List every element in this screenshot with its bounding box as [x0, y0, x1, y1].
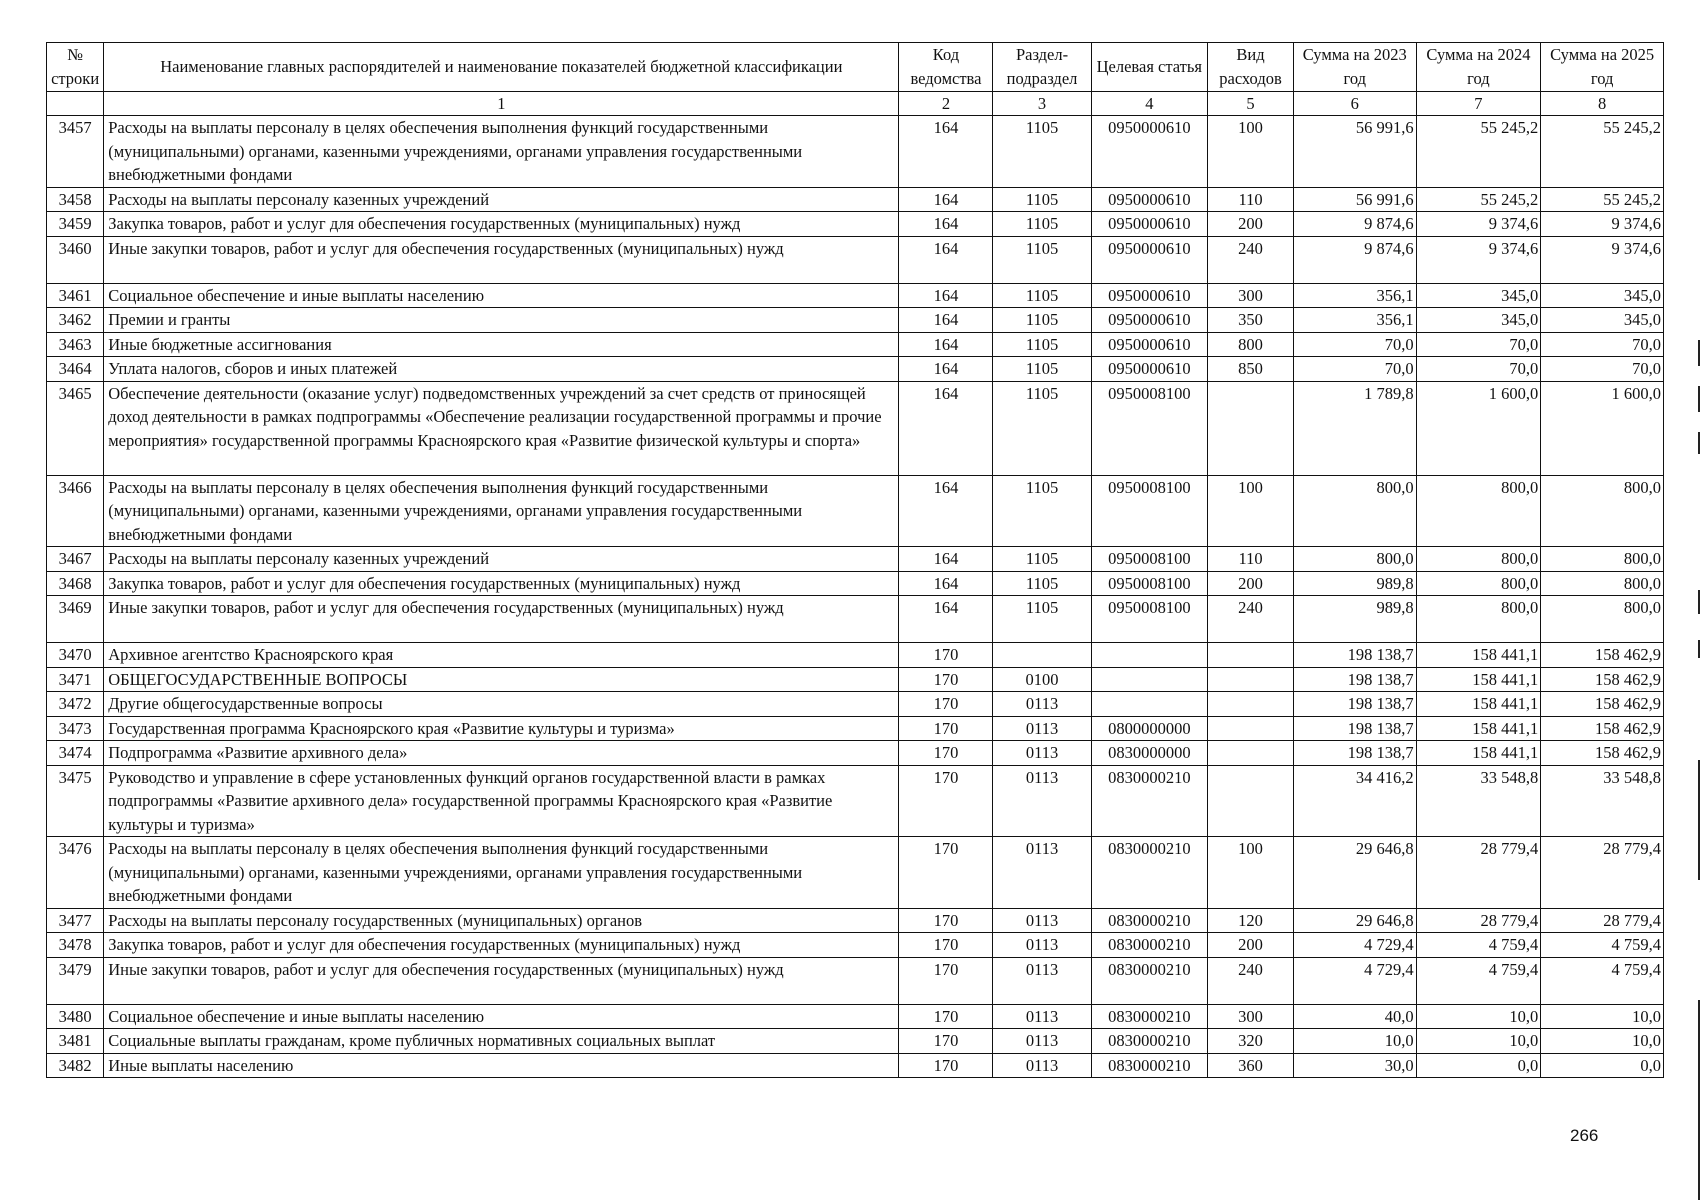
row-name-cell: Социальное обеспечение и иные выплаты населению: [104, 283, 899, 308]
section-cell: 0113: [993, 716, 1091, 741]
sum-2024-cell: 70,0: [1416, 332, 1541, 357]
header-section: Раздел-подраздел: [993, 43, 1091, 92]
row-name-cell: Руководство и управление в сфере установленных функций органов государственной власти в рамках подпрограммы «Развитие архивного дела» государственной программы Красноярского края «Развитие культуры и туризма»: [104, 765, 899, 837]
row-number-cell: 3471: [47, 667, 104, 692]
table-body: [47, 116, 1664, 1078]
target-article-cell: 0830000210: [1091, 957, 1208, 1004]
dept-code-cell: 164: [899, 116, 993, 188]
sum-2023-cell: 800,0: [1293, 547, 1416, 572]
target-article-cell: 0800000000: [1091, 716, 1208, 741]
column-number: 4: [1091, 92, 1208, 116]
section-cell: 0113: [993, 957, 1091, 1004]
sum-2025-cell: 70,0: [1541, 357, 1664, 382]
sum-2024-cell: 800,0: [1416, 596, 1541, 643]
dept-code-cell: 164: [899, 357, 993, 382]
row-number-cell: 3482: [47, 1053, 104, 1078]
table-row: [47, 381, 1664, 475]
row-number-cell: 3481: [47, 1029, 104, 1054]
target-article-cell: 0950000610: [1091, 116, 1208, 188]
expense-kind-cell: 100: [1208, 116, 1294, 188]
sum-2023-cell: 34 416,2: [1293, 765, 1416, 837]
sum-2024-cell: 800,0: [1416, 571, 1541, 596]
section-cell: 1105: [993, 236, 1091, 283]
row-number-cell: 3464: [47, 357, 104, 382]
section-cell: [993, 643, 1091, 668]
section-cell: 1105: [993, 332, 1091, 357]
header-name: Наименование главных распорядителей и наименование показателей бюджетной классификации: [104, 43, 899, 92]
sum-2025-cell: 4 759,4: [1541, 957, 1664, 1004]
row-name-cell: Другие общегосударственные вопросы: [104, 692, 899, 717]
table-row: [47, 187, 1664, 212]
expense-kind-cell: 320: [1208, 1029, 1294, 1054]
target-article-cell: [1091, 692, 1208, 717]
row-number-cell: 3473: [47, 716, 104, 741]
sum-2024-cell: 158 441,1: [1416, 692, 1541, 717]
target-article-cell: 0950000610: [1091, 236, 1208, 283]
expense-kind-cell: 300: [1208, 1004, 1294, 1029]
dept-code-cell: 170: [899, 643, 993, 668]
section-cell: 1105: [993, 475, 1091, 547]
header-sum-2025: Сумма на 2025 год: [1541, 43, 1664, 92]
sum-2023-cell: 198 138,7: [1293, 643, 1416, 668]
section-cell: 1105: [993, 547, 1091, 572]
sum-2023-cell: 9 874,6: [1293, 236, 1416, 283]
row-number-cell: 3457: [47, 116, 104, 188]
sum-2023-cell: 198 138,7: [1293, 667, 1416, 692]
table-row: [47, 116, 1664, 188]
section-cell: 1105: [993, 357, 1091, 382]
section-cell: 0113: [993, 837, 1091, 909]
header-row-number: № строки: [47, 43, 104, 92]
dept-code-cell: 170: [899, 957, 993, 1004]
sum-2025-cell: 4 759,4: [1541, 933, 1664, 958]
target-article-cell: 0950000610: [1091, 283, 1208, 308]
column-number: 3: [993, 92, 1091, 116]
section-cell: 0113: [993, 1053, 1091, 1078]
column-number: 1: [104, 92, 899, 116]
expense-kind-cell: [1208, 381, 1294, 475]
table-row: [47, 667, 1664, 692]
sum-2025-cell: 33 548,8: [1541, 765, 1664, 837]
row-number-cell: 3458: [47, 187, 104, 212]
row-number-cell: 3474: [47, 741, 104, 766]
expense-kind-cell: 110: [1208, 547, 1294, 572]
dept-code-cell: 170: [899, 692, 993, 717]
section-cell: 1105: [993, 308, 1091, 333]
sum-2025-cell: 158 462,9: [1541, 667, 1664, 692]
target-article-cell: 0950008100: [1091, 475, 1208, 547]
header-dept-code: Код ведомства: [899, 43, 993, 92]
section-cell: 0113: [993, 908, 1091, 933]
row-number-cell: 3477: [47, 908, 104, 933]
table-row: [47, 741, 1664, 766]
budget-table: [46, 42, 1664, 1078]
sum-2024-cell: 70,0: [1416, 357, 1541, 382]
sum-2025-cell: 800,0: [1541, 571, 1664, 596]
sum-2023-cell: 70,0: [1293, 332, 1416, 357]
section-cell: 0113: [993, 692, 1091, 717]
scan-edge-mark: [1698, 386, 1700, 412]
expense-kind-cell: [1208, 643, 1294, 668]
expense-kind-cell: 200: [1208, 571, 1294, 596]
table-row: [47, 837, 1664, 909]
section-cell: 0113: [993, 765, 1091, 837]
section-cell: 0113: [993, 741, 1091, 766]
target-article-cell: 0830000000: [1091, 741, 1208, 766]
column-number: 2: [899, 92, 993, 116]
row-number-cell: 3461: [47, 283, 104, 308]
expense-kind-cell: [1208, 765, 1294, 837]
dept-code-cell: 164: [899, 475, 993, 547]
scan-edge-mark: [1698, 590, 1700, 614]
table-row: [47, 692, 1664, 717]
target-article-cell: 0830000210: [1091, 765, 1208, 837]
expense-kind-cell: 100: [1208, 475, 1294, 547]
row-number-cell: 3460: [47, 236, 104, 283]
expense-kind-cell: 800: [1208, 332, 1294, 357]
target-article-cell: [1091, 667, 1208, 692]
row-number-cell: 3462: [47, 308, 104, 333]
dept-code-cell: 164: [899, 332, 993, 357]
table-row: [47, 908, 1664, 933]
row-name-cell: Закупка товаров, работ и услуг для обеспечения государственных (муниципальных) нужд: [104, 571, 899, 596]
dept-code-cell: 170: [899, 765, 993, 837]
row-name-cell: Иные закупки товаров, работ и услуг для обеспечения государственных (муниципальных) нужд: [104, 236, 899, 283]
sum-2023-cell: 29 646,8: [1293, 837, 1416, 909]
row-number-cell: 3469: [47, 596, 104, 643]
target-article-cell: 0830000210: [1091, 1053, 1208, 1078]
row-name-cell: Расходы на выплаты персоналу в целях обеспечения выполнения функций государственными (муниципальными) органами, казенными учреждениями, органами управления государственными внебюджетными фондами: [104, 837, 899, 909]
sum-2024-cell: 28 779,4: [1416, 837, 1541, 909]
row-name-cell: Расходы на выплаты персоналу в целях обеспечения выполнения функций государственными (муниципальными) органами, казенными учреждениями, органами управления государственными внебюджетными фондами: [104, 116, 899, 188]
sum-2024-cell: 345,0: [1416, 283, 1541, 308]
dept-code-cell: 164: [899, 187, 993, 212]
sum-2023-cell: 10,0: [1293, 1029, 1416, 1054]
sum-2024-cell: 10,0: [1416, 1004, 1541, 1029]
sum-2023-cell: 30,0: [1293, 1053, 1416, 1078]
row-number-cell: 3466: [47, 475, 104, 547]
table-row: [47, 571, 1664, 596]
row-name-cell: Иные закупки товаров, работ и услуг для обеспечения государственных (муниципальных) нужд: [104, 596, 899, 643]
row-number-cell: 3476: [47, 837, 104, 909]
section-cell: 1105: [993, 596, 1091, 643]
table-row: [47, 1053, 1664, 1078]
table-row: [47, 1004, 1664, 1029]
target-article-cell: 0950008100: [1091, 547, 1208, 572]
expense-kind-cell: [1208, 667, 1294, 692]
target-article-cell: [1091, 643, 1208, 668]
sum-2023-cell: 356,1: [1293, 308, 1416, 333]
row-name-cell: Расходы на выплаты персоналу в целях обеспечения выполнения функций государственными (муниципальными) органами, казенными учреждениями, органами управления государственными внебюджетными фондами: [104, 475, 899, 547]
sum-2023-cell: 4 729,4: [1293, 933, 1416, 958]
sum-2025-cell: 345,0: [1541, 308, 1664, 333]
dept-code-cell: 164: [899, 547, 993, 572]
budget-table-container: [46, 42, 1664, 1078]
row-number-cell: 3475: [47, 765, 104, 837]
dept-code-cell: 170: [899, 1053, 993, 1078]
sum-2024-cell: 158 441,1: [1416, 716, 1541, 741]
dept-code-cell: 164: [899, 308, 993, 333]
row-name-cell: Закупка товаров, работ и услуг для обеспечения государственных (муниципальных) нужд: [104, 212, 899, 237]
sum-2025-cell: 70,0: [1541, 332, 1664, 357]
sum-2024-cell: 33 548,8: [1416, 765, 1541, 837]
sum-2025-cell: 0,0: [1541, 1053, 1664, 1078]
sum-2024-cell: 345,0: [1416, 308, 1541, 333]
expense-kind-cell: [1208, 692, 1294, 717]
sum-2023-cell: 29 646,8: [1293, 908, 1416, 933]
sum-2025-cell: 158 462,9: [1541, 692, 1664, 717]
header-expense-kind: Вид расходов: [1208, 43, 1294, 92]
row-name-cell: Социальное обеспечение и иные выплаты населению: [104, 1004, 899, 1029]
expense-kind-cell: 240: [1208, 596, 1294, 643]
sum-2025-cell: 158 462,9: [1541, 741, 1664, 766]
expense-kind-cell: [1208, 716, 1294, 741]
table-row: [47, 957, 1664, 1004]
column-number: 6: [1293, 92, 1416, 116]
column-number: 5: [1208, 92, 1294, 116]
table-row: [47, 765, 1664, 837]
sum-2024-cell: 55 245,2: [1416, 187, 1541, 212]
expense-kind-cell: 360: [1208, 1053, 1294, 1078]
dept-code-cell: 170: [899, 741, 993, 766]
target-article-cell: 0950000610: [1091, 357, 1208, 382]
target-article-cell: 0950000610: [1091, 308, 1208, 333]
target-article-cell: 0950000610: [1091, 332, 1208, 357]
table-header: [47, 43, 1664, 116]
row-number-cell: 3468: [47, 571, 104, 596]
column-number: 7: [1416, 92, 1541, 116]
sum-2024-cell: 158 441,1: [1416, 643, 1541, 668]
sum-2023-cell: 9 874,6: [1293, 212, 1416, 237]
expense-kind-cell: 100: [1208, 837, 1294, 909]
target-article-cell: 0830000210: [1091, 1004, 1208, 1029]
section-cell: 0113: [993, 1004, 1091, 1029]
sum-2023-cell: 198 138,7: [1293, 716, 1416, 741]
sum-2025-cell: 9 374,6: [1541, 236, 1664, 283]
sum-2024-cell: 1 600,0: [1416, 381, 1541, 475]
scan-edge-mark: [1698, 1000, 1700, 1200]
table-row: [47, 933, 1664, 958]
sum-2024-cell: 800,0: [1416, 547, 1541, 572]
header-sum-2024: Сумма на 2024 год: [1416, 43, 1541, 92]
target-article-cell: 0830000210: [1091, 908, 1208, 933]
sum-2025-cell: 55 245,2: [1541, 116, 1664, 188]
sum-2024-cell: 28 779,4: [1416, 908, 1541, 933]
dept-code-cell: 164: [899, 571, 993, 596]
sum-2025-cell: 800,0: [1541, 547, 1664, 572]
section-cell: 1105: [993, 116, 1091, 188]
sum-2025-cell: 345,0: [1541, 283, 1664, 308]
row-name-cell: Иные бюджетные ассигнования: [104, 332, 899, 357]
section-cell: 1105: [993, 381, 1091, 475]
sum-2023-cell: 40,0: [1293, 1004, 1416, 1029]
row-number-cell: 3478: [47, 933, 104, 958]
dept-code-cell: 164: [899, 596, 993, 643]
dept-code-cell: 170: [899, 667, 993, 692]
row-number-cell: 3480: [47, 1004, 104, 1029]
row-name-cell: Подпрограмма «Развитие архивного дела»: [104, 741, 899, 766]
section-cell: 1105: [993, 187, 1091, 212]
sum-2024-cell: 0,0: [1416, 1053, 1541, 1078]
row-name-cell: Архивное агентство Красноярского края: [104, 643, 899, 668]
dept-code-cell: 164: [899, 236, 993, 283]
sum-2025-cell: 158 462,9: [1541, 716, 1664, 741]
sum-2023-cell: 800,0: [1293, 475, 1416, 547]
sum-2024-cell: 9 374,6: [1416, 212, 1541, 237]
target-article-cell: 0950008100: [1091, 596, 1208, 643]
row-number-cell: 3463: [47, 332, 104, 357]
scan-edge-mark: [1698, 760, 1700, 880]
sum-2025-cell: 28 779,4: [1541, 837, 1664, 909]
sum-2025-cell: 800,0: [1541, 475, 1664, 547]
row-number-cell: 3459: [47, 212, 104, 237]
expense-kind-cell: 240: [1208, 957, 1294, 1004]
section-cell: 0113: [993, 1029, 1091, 1054]
row-name-cell: Расходы на выплаты персоналу казенных учреждений: [104, 547, 899, 572]
table-row: [47, 547, 1664, 572]
sum-2023-cell: 356,1: [1293, 283, 1416, 308]
row-name-cell: Обеспечение деятельности (оказание услуг) подведомственных учреждений за счет средств от приносящей доход деятельности в рамках подпрограммы «Обеспечение реализации государственной программы и прочие мероприятия» государственной программы Красноярского края «Развитие физической культуры и спорта»: [104, 381, 899, 475]
dept-code-cell: 170: [899, 933, 993, 958]
expense-kind-cell: [1208, 741, 1294, 766]
sum-2025-cell: 9 374,6: [1541, 212, 1664, 237]
sum-2023-cell: 70,0: [1293, 357, 1416, 382]
table-row: [47, 475, 1664, 547]
expense-kind-cell: 240: [1208, 236, 1294, 283]
row-name-cell: Иные закупки товаров, работ и услуг для обеспечения государственных (муниципальных) нужд: [104, 957, 899, 1004]
expense-kind-cell: 110: [1208, 187, 1294, 212]
dept-code-cell: 170: [899, 1029, 993, 1054]
sum-2025-cell: 28 779,4: [1541, 908, 1664, 933]
sum-2024-cell: 55 245,2: [1416, 116, 1541, 188]
expense-kind-cell: 120: [1208, 908, 1294, 933]
sum-2025-cell: 1 600,0: [1541, 381, 1664, 475]
dept-code-cell: 164: [899, 381, 993, 475]
table-row: [47, 596, 1664, 643]
sum-2024-cell: 4 759,4: [1416, 957, 1541, 1004]
row-name-cell: Уплата налогов, сборов и иных платежей: [104, 357, 899, 382]
row-name-cell: Иные выплаты населению: [104, 1053, 899, 1078]
expense-kind-cell: 200: [1208, 933, 1294, 958]
sum-2024-cell: 10,0: [1416, 1029, 1541, 1054]
sum-2023-cell: 198 138,7: [1293, 741, 1416, 766]
target-article-cell: 0950008100: [1091, 381, 1208, 475]
sum-2023-cell: 4 729,4: [1293, 957, 1416, 1004]
dept-code-cell: 170: [899, 716, 993, 741]
section-cell: 0100: [993, 667, 1091, 692]
sum-2025-cell: 800,0: [1541, 596, 1664, 643]
table-row: [47, 716, 1664, 741]
row-name-cell: Государственная программа Красноярского края «Развитие культуры и туризма»: [104, 716, 899, 741]
table-row: [47, 283, 1664, 308]
table-row: [47, 308, 1664, 333]
table-row: [47, 643, 1664, 668]
section-cell: 1105: [993, 571, 1091, 596]
sum-2023-cell: 198 138,7: [1293, 692, 1416, 717]
column-numbers-row: [47, 92, 1664, 116]
row-name-cell: Премии и гранты: [104, 308, 899, 333]
sum-2024-cell: 4 759,4: [1416, 933, 1541, 958]
table-row: [47, 1029, 1664, 1054]
page-number: 266: [1570, 1126, 1599, 1145]
expense-kind-cell: 200: [1208, 212, 1294, 237]
column-number: [47, 92, 104, 116]
row-number-cell: 3467: [47, 547, 104, 572]
target-article-cell: 0830000210: [1091, 1029, 1208, 1054]
sum-2024-cell: 158 441,1: [1416, 667, 1541, 692]
table-row: [47, 212, 1664, 237]
target-article-cell: 0950008100: [1091, 571, 1208, 596]
column-number: 8: [1541, 92, 1664, 116]
sum-2023-cell: 56 991,6: [1293, 116, 1416, 188]
header-sum-2023: Сумма на 2023 год: [1293, 43, 1416, 92]
row-name-cell: Закупка товаров, работ и услуг для обеспечения государственных (муниципальных) нужд: [104, 933, 899, 958]
sum-2024-cell: 800,0: [1416, 475, 1541, 547]
dept-code-cell: 164: [899, 212, 993, 237]
table-row: [47, 332, 1664, 357]
dept-code-cell: 170: [899, 1004, 993, 1029]
row-name-cell: Социальные выплаты гражданам, кроме публичных нормативных социальных выплат: [104, 1029, 899, 1054]
sum-2023-cell: 1 789,8: [1293, 381, 1416, 475]
scan-edge-mark: [1698, 340, 1700, 366]
target-article-cell: 0950000610: [1091, 212, 1208, 237]
sum-2024-cell: 158 441,1: [1416, 741, 1541, 766]
section-cell: 1105: [993, 283, 1091, 308]
sum-2023-cell: 56 991,6: [1293, 187, 1416, 212]
dept-code-cell: 164: [899, 283, 993, 308]
sum-2025-cell: 10,0: [1541, 1029, 1664, 1054]
target-article-cell: 0950000610: [1091, 187, 1208, 212]
section-cell: 0113: [993, 933, 1091, 958]
row-number-cell: 3472: [47, 692, 104, 717]
header-target-article: Целевая статья: [1091, 43, 1208, 92]
row-name-cell: ОБЩЕГОСУДАРСТВЕННЫЕ ВОПРОСЫ: [104, 667, 899, 692]
dept-code-cell: 170: [899, 908, 993, 933]
table-row: [47, 236, 1664, 283]
row-number-cell: 3470: [47, 643, 104, 668]
sum-2023-cell: 989,8: [1293, 571, 1416, 596]
sum-2024-cell: 9 374,6: [1416, 236, 1541, 283]
expense-kind-cell: 350: [1208, 308, 1294, 333]
row-number-cell: 3465: [47, 381, 104, 475]
table-row: [47, 357, 1664, 382]
sum-2023-cell: 989,8: [1293, 596, 1416, 643]
target-article-cell: 0830000210: [1091, 933, 1208, 958]
sum-2025-cell: 158 462,9: [1541, 643, 1664, 668]
sum-2025-cell: 55 245,2: [1541, 187, 1664, 212]
dept-code-cell: 170: [899, 837, 993, 909]
row-name-cell: Расходы на выплаты персоналу казенных учреждений: [104, 187, 899, 212]
scan-edge-mark: [1698, 640, 1700, 658]
expense-kind-cell: 850: [1208, 357, 1294, 382]
row-number-cell: 3479: [47, 957, 104, 1004]
scan-edge-mark: [1698, 432, 1700, 454]
target-article-cell: 0830000210: [1091, 837, 1208, 909]
section-cell: 1105: [993, 212, 1091, 237]
sum-2025-cell: 10,0: [1541, 1004, 1664, 1029]
expense-kind-cell: 300: [1208, 283, 1294, 308]
row-name-cell: Расходы на выплаты персоналу государственных (муниципальных) органов: [104, 908, 899, 933]
